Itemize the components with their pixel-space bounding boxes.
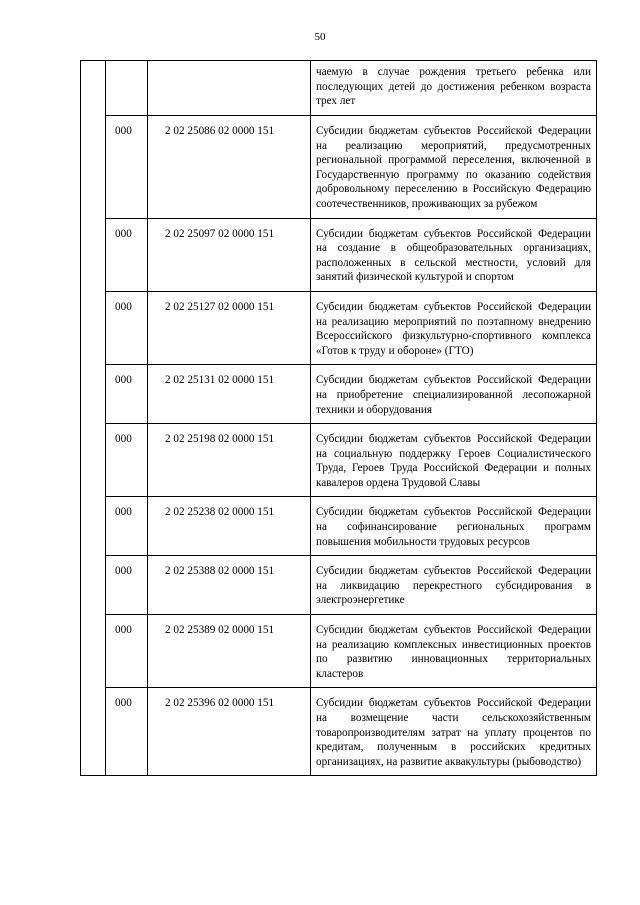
description-cell: Субсидии бюджетам субъектов Российской Федерации на реализацию комплексных инвестиционных проектов по развитию инновационных территориальных кластеров (311, 615, 597, 688)
kbk-code-cell: 2 02 25238 02 0000 151 (148, 497, 311, 556)
table-row (81, 218, 597, 291)
admin-code-cell: 000 (106, 497, 148, 556)
budget-classification-table-container (80, 60, 596, 776)
table-row (81, 615, 597, 688)
kbk-code-cell: 2 02 25389 02 0000 151 (148, 615, 311, 688)
page-number: 50 (314, 31, 326, 43)
kbk-code-cell: 2 02 25086 02 0000 151 (148, 116, 311, 219)
table-row (81, 497, 597, 556)
admin-code-cell: 000 (106, 365, 148, 424)
description-cell: Субсидии бюджетам субъектов Российской Федерации на реализацию мероприятий по поэтапному внедрению Всероссийского физкультурно-спортивного комплекса «Готов к труду и обороне» (ГТО) (311, 291, 597, 364)
description-cell: Субсидии бюджетам субъектов Российской Федерации на создание в общеобразовательных организациях, расположенных в сельской местности, условий для занятий физической культурой и спортом (311, 218, 597, 291)
description-cell: чаемую в случае рождения третьего ребенка или последующих детей до достижения ребенком возраста трех лет (311, 61, 597, 116)
kbk-code-cell: 2 02 25131 02 0000 151 (148, 365, 311, 424)
admin-code-cell: 000 (106, 556, 148, 615)
table-row (81, 556, 597, 615)
margin-column (81, 61, 106, 776)
kbk-code-cell: 2 02 25388 02 0000 151 (148, 556, 311, 615)
table-row (81, 61, 597, 116)
description-cell: Субсидии бюджетам субъектов Российской Федерации на возмещение части сельскохозяйственным товаропроизводителям затрат на уплату процентов по кредитам, полученным в российских кредитных организациях, на развитие аквакультуры (рыбоводство) (311, 688, 597, 776)
kbk-code-cell: 2 02 25127 02 0000 151 (148, 291, 311, 364)
admin-code-cell: 000 (106, 218, 148, 291)
admin-code-cell: 000 (106, 291, 148, 364)
kbk-code-cell: 2 02 25198 02 0000 151 (148, 424, 311, 497)
budget-classification-table (80, 60, 597, 776)
table-row (81, 291, 597, 364)
description-cell: Субсидии бюджетам субъектов Российской Федерации на социальную поддержку Героев Социалистического Труда, Героев Труда Российской Федерации и полных кавалеров ордена Трудовой Славы (311, 424, 597, 497)
description-cell: Субсидии бюджетам субъектов Российской Федерации на приобретение специализированной лесопожарной техники и оборудования (311, 365, 597, 424)
admin-code-cell (106, 61, 148, 116)
table-row (81, 365, 597, 424)
admin-code-cell: 000 (106, 615, 148, 688)
description-cell: Субсидии бюджетам субъектов Российской Федерации на реализацию мероприятий, предусмотренных региональной программой переселения, включенной в Государственную программу по оказанию содействия добровольному переселению в Российскую Федерацию соотечественников, проживающих за рубежом (311, 116, 597, 219)
admin-code-cell: 000 (106, 424, 148, 497)
table-row (81, 688, 597, 776)
admin-code-cell: 000 (106, 116, 148, 219)
kbk-code-cell: 2 02 25396 02 0000 151 (148, 688, 311, 776)
table-row (81, 424, 597, 497)
table-row (81, 116, 597, 219)
admin-code-cell: 000 (106, 688, 148, 776)
kbk-code-cell (148, 61, 311, 116)
description-cell: Субсидии бюджетам субъектов Российской Федерации на софинансирование региональных программ повышения мобильности трудовых ресурсов (311, 497, 597, 556)
description-cell: Субсидии бюджетам субъектов Российской Федерации на ликвидацию перекрестного субсидирования в электроэнергетике (311, 556, 597, 615)
kbk-code-cell: 2 02 25097 02 0000 151 (148, 218, 311, 291)
